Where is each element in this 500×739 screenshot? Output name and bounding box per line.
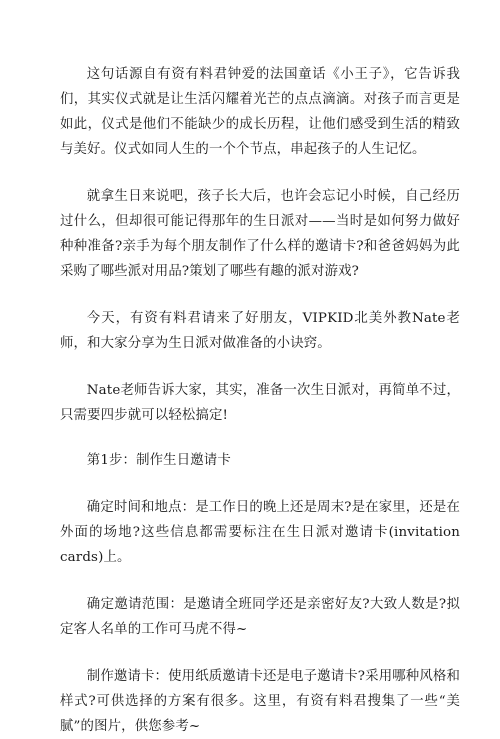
paragraph-today: 今天，有资有料君请来了好朋友，VIPKID北美外教Nate老师，和大家分享为生日派对做准备的小诀窍。 xyxy=(60,311,460,351)
paragraph-invite-scope: 确定邀请范围：是邀请全班同学还是亲密好友?大致人数是?拟定客人名单的工作可马虎不得~ xyxy=(60,597,460,637)
paragraph-make-card: 制作邀请卡：使用纸质邀请卡还是电子邀请卡?采用哪种风格和样式?可供选择的方案有很多。这里，有资有料君搜集了一些“美腻”的图片，供您参考~ xyxy=(60,669,460,734)
paragraph-four-steps: Nate老师告诉大家，其实，准备一次生日派对，再简单不过，只需要四步就可以轻松搞定! xyxy=(60,383,460,423)
step-1-heading: 第1步：制作生日邀请卡 xyxy=(86,453,231,468)
paragraph-birthday: 就拿生日来说吧，孩子长大后，也许会忘记小时候，自己经历过什么，但却很可能记得那年的生日派对——当时是如何努力做好种种准备?亲手为每个朋友制作了什么样的邀请卡?和爸爸妈妈为此采购了哪些派对用品?策划了哪些有趣的派对游戏? xyxy=(60,189,460,279)
paragraph-time-place: 确定时间和地点：是工作日的晚上还是周末?是在家里，还是在外面的场地?这些信息都需要标注在生日派对邀请卡(invitation cards)上。 xyxy=(60,500,460,565)
paragraph-intro: 这句话源自有资有料君钟爱的法国童话《小王子》，它告诉我们，其实仪式就是让生活闪耀着光芒的点点滴滴。对孩子而言更是如此，仪式是他们不能缺少的成长历程，让他们感受到生活的精致与美好。仪式如同人生的一个个节点，串起孩子的人生记忆。 xyxy=(60,67,460,157)
document-body xyxy=(60,62,460,739)
